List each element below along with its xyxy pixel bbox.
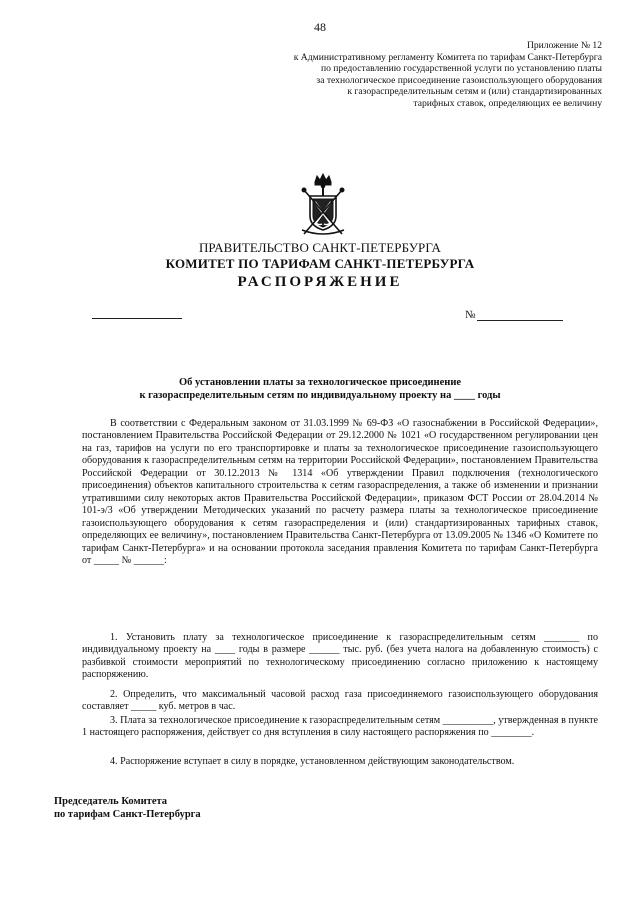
- title-line: к газораспределительным сетям по индивидуальному проекту на ____ годы: [139, 390, 501, 401]
- appendix-line: за технологическое присоединение газоиспользующего оборудования: [316, 74, 602, 86]
- text-line: стоимость) с разбивкой стоимости мероприятий по технологическому присоединению согласно: [82, 644, 598, 668]
- number-label: №: [465, 309, 476, 321]
- text-line: № ______:: [121, 554, 167, 566]
- government-heading: ПРАВИТЕЛЬСТВО САНКТ-ПЕТЕРБУРГА: [198, 240, 442, 255]
- appendix-line: тарифных ставок, определяющих ее величину: [413, 97, 602, 109]
- document-title: [0, 376, 640, 402]
- document-type-heading: РАСПОРЯЖЕНИЕ: [237, 274, 403, 290]
- signature-title: по тарифам Санкт-Петербурга: [54, 809, 201, 820]
- text-line: Правительства Санкт-Петербурга от 13.09.2005 № 1346 «О Комитете по тарифам Санкт-Петербурга»: [82, 530, 598, 554]
- committee-heading: КОМИТЕТ ПО ТАРИФАМ САНКТ-ПЕТЕРБУРГА: [165, 256, 475, 271]
- text-line: 1. Установить плату за технологическое присоединение к газораспределительным сетям _______: [110, 632, 580, 643]
- item-2-paragraph: [82, 689, 598, 714]
- text-line: объектов капитального строительства к сетям газораспределения, а также об изменении и признании: [154, 480, 598, 492]
- item-1-paragraph: [82, 632, 598, 682]
- text-line: по индивидуальному проекту на ____ годы в размере ______ тыс. руб. (без учета налога на добавленную: [82, 632, 598, 656]
- text-line: «О государственном регулировании цен на газ, тарифов на услуги по его транспортировке и платы: [82, 430, 598, 454]
- page-number: 48: [314, 20, 326, 34]
- appendix-note: [222, 40, 602, 110]
- text-line: от 30.12.2013 № 1314 «Об утверждении Правил подключения (технологического присоединения): [82, 467, 598, 492]
- appendix-line: к Административному регламенту Комитета по тарифам Санкт-Петербурга: [293, 51, 602, 63]
- text-line: 3. Плата за технологическое присоединение к газораспределительным сетям __________,: [110, 715, 496, 726]
- text-line: за технологическое присоединение газоиспользующего оборудования к сетям газораспределения: [82, 505, 598, 529]
- text-line: утвержденная в пункте 1 настоящего распоряжения, действует со дня вступления в силу настоящего: [82, 715, 598, 739]
- text-line: от 28.04.2014 № 101-э/3 «Об утверждении Методических указаний по расчету размера платы: [82, 492, 598, 517]
- text-line: за технологическое присоединение газоиспользующего оборудования к газораспределительным сетям: [82, 442, 598, 467]
- text-line: приложению к настоящему распоряжению.: [82, 656, 599, 681]
- appendix-line: к газораспределительным сетям и (или) стандартизированных: [347, 86, 602, 98]
- text-line: распоряжения по ________.: [414, 727, 535, 739]
- saint-petersburg-coat-of-arms-icon: [296, 172, 350, 236]
- text-line: 2. Определить, что максимальный часовой расход газа присоединяемого газоиспользующего: [110, 689, 534, 700]
- appendix-line: по предоставлению государственной услуги по установлению платы: [320, 63, 602, 75]
- date-blank-line: [92, 318, 182, 319]
- text-line: на территории Российской Федерации», постановлением Правительства Российской Федерации: [82, 455, 598, 479]
- item-3-paragraph: [82, 715, 598, 740]
- appendix-line: Приложение № 12: [526, 40, 602, 51]
- text-line: Федерации», постановлением Правительства Российской Федерации от 29.12.2000 № 1021: [82, 418, 598, 442]
- text-line: 4. Распоряжение вступает в силу в порядке, установленном действующим законодательством.: [110, 756, 515, 767]
- signature-title: Председатель Комитета: [54, 796, 168, 807]
- signature-block: [54, 795, 201, 821]
- text-line: оборудования составляет _____ куб. метров в час.: [82, 689, 598, 713]
- item-4-paragraph: [82, 756, 598, 768]
- text-line: В соответствии с Федеральным законом от 31.03.1999 № 69-ФЗ «О газоснабжении в Российской: [110, 418, 540, 429]
- preamble-paragraph: [82, 418, 598, 567]
- document-number-field: [465, 309, 563, 321]
- text-line: и (или) стандартизированных тарифных ставок, определяющих ее величину», постановлением: [82, 517, 598, 542]
- number-blank-line: [477, 310, 563, 321]
- text-line: и на основании протокола заседания правления Комитета по тарифам Санкт-Петербурга от _____: [82, 542, 598, 566]
- text-line: утратившими силу некоторых актов Правительства Российской Федерации», приказом ФСТ России: [82, 492, 523, 504]
- title-line: Об установлении платы за технологическое присоединение: [178, 377, 462, 388]
